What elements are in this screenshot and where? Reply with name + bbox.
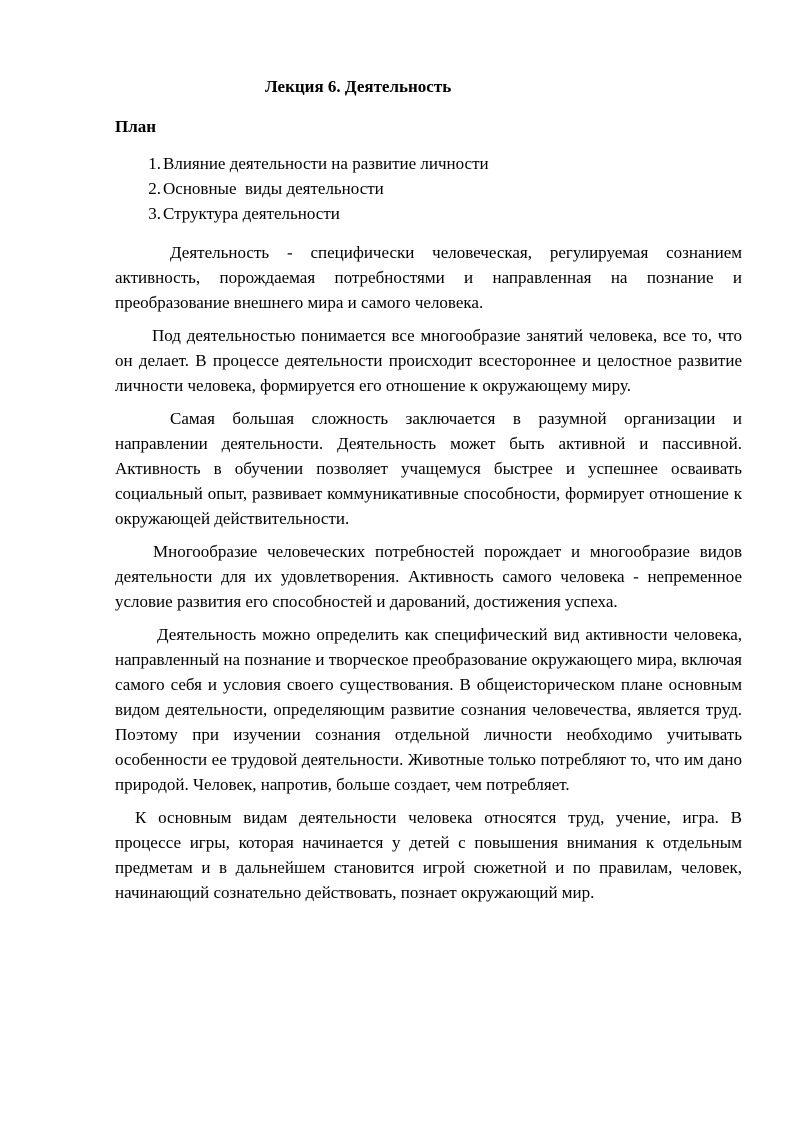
paragraph-main-types: К основным видам деятельности человека относятся труд, учение, игра. В процессе игры, которая начинается у детей с повышения внимания к отдельным предметам и в дальнейшем становится игрой сюжетной и по правилам, человек, начинающий сознательно действовать, познает окружающий мир. <box>115 808 742 902</box>
paragraph-needs-variety: Многообразие человеческих потребностей порождает и многообразие видов деятельности для их удовлетворения. Активность самого человека - непременное условие развития его способностей и дарований, достижения успеха. <box>115 542 742 611</box>
plan-item-text: Влияние деятельности на развитие личности <box>163 154 489 173</box>
paragraph-specific-activity: Деятельность можно определить как специфический вид активности человека, направленный на познание и творческое преобразование окружающего мира, включая самого себя и условия своего существования. В общеисторическом плане основным видом деятельности, определяющим развитие сознания человечества, является труд. Поэтому при изучении сознания отдельной личности необходимо учитывать особенности ее трудовой деятельности. Животные только потребляют то, что им дано природой. Человек, напротив, больше создает, чем потребляет. <box>115 625 742 794</box>
plan-item <box>115 201 742 226</box>
lecture-title: Лекция 6. Деятельность <box>265 77 452 96</box>
plan-item <box>115 176 742 201</box>
plan-item-text: Основные виды деятельности <box>163 179 384 198</box>
plan-list <box>115 151 742 226</box>
plan-item <box>115 151 742 176</box>
paragraph-definition: Деятельность - специфически человеческая, регулируемая сознанием активность, порождаемая потребностями и направленная на познание и преобразование внешнего мира и самого человека. <box>115 243 742 312</box>
plan-item-text: Структура деятельности <box>163 204 340 223</box>
paragraph-activity-scope: Под деятельностью понимается все многообразие занятий человека, все то, что он делает. В процессе деятельности происходит всестороннее и целостное развитие личности человека, формируется его отношение к окружающему миру. <box>115 326 742 395</box>
document-page <box>115 75 742 905</box>
paragraph-complexity: Самая большая сложность заключается в разумной организации и направлении деятельности. Деятельность может быть активной и пассивной. Активность в обучении позволяет учащемуся быстрее и успешнее осваивать социальный опыт, развивает коммуникативные способности, формирует отношение к окружающей действительности. <box>115 409 742 528</box>
plan-heading: План <box>115 117 157 136</box>
plan-item-number: 1. <box>148 154 161 173</box>
plan-item-number: 3. <box>148 204 161 223</box>
plan-item-number: 2. <box>148 179 161 198</box>
